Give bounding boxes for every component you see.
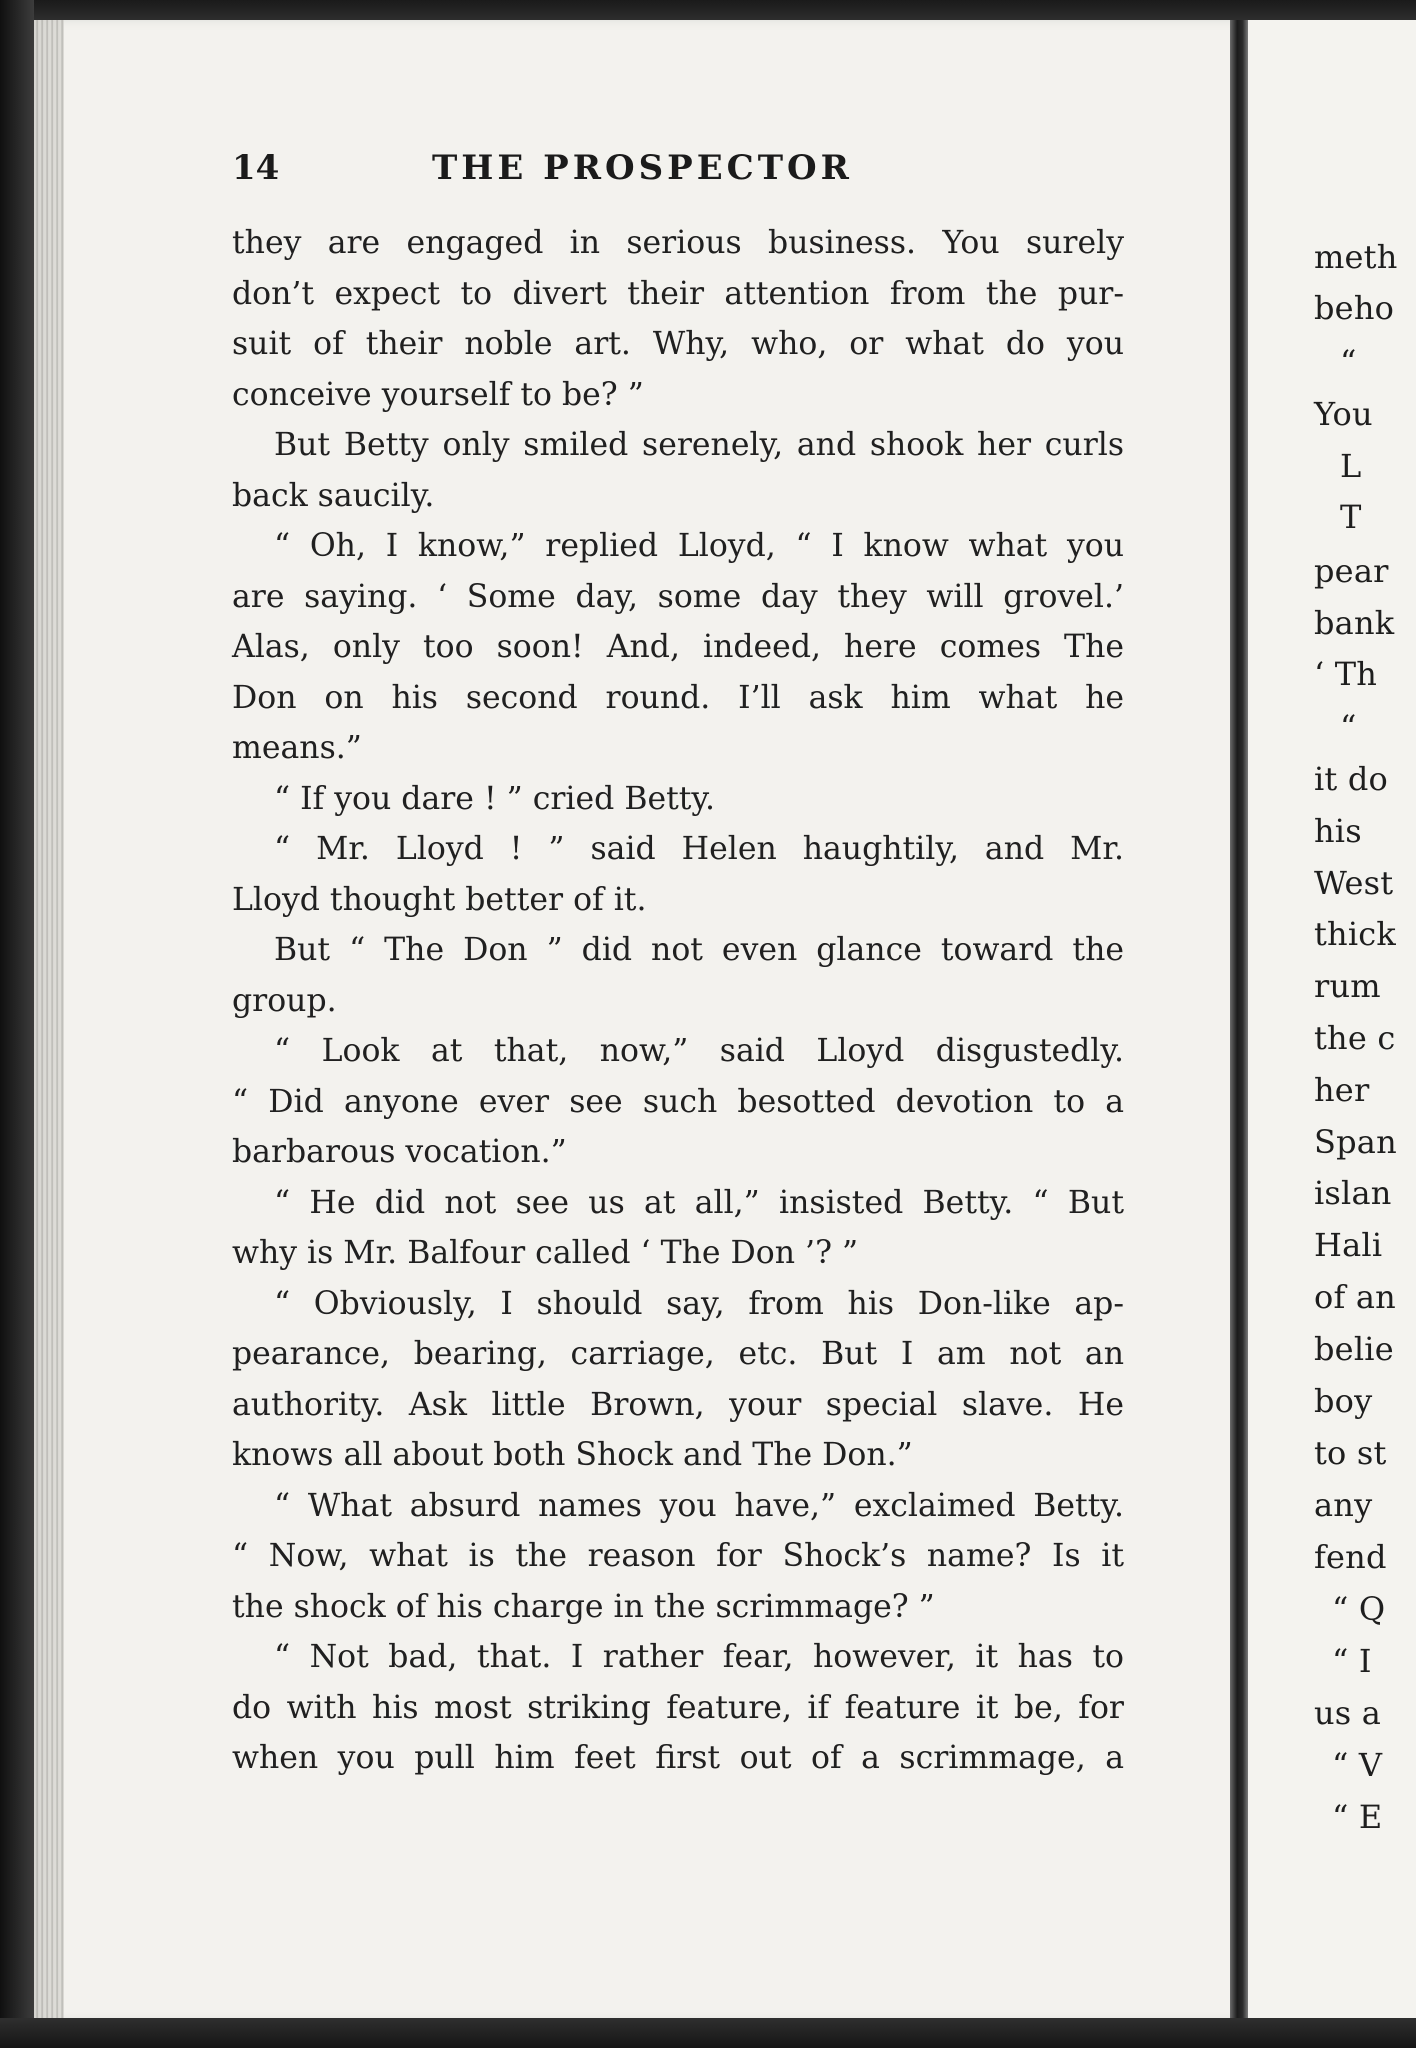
text-line: means.”: [232, 730, 362, 766]
facing-page-fragment: his: [1314, 812, 1362, 850]
text-line: “ Not bad, that. I rather fear, however, it has to: [274, 1639, 1124, 1675]
facing-page-fragment: You: [1314, 395, 1373, 433]
facing-page-fragment: of an: [1314, 1278, 1396, 1316]
facing-page-fragment: T: [1340, 498, 1362, 536]
text-line: conceive yourself to be? ”: [232, 376, 644, 413]
facing-page-fragment: beho: [1314, 289, 1395, 327]
body-text: [232, 218, 1124, 1784]
scan-frame-bottom: [0, 2018, 1416, 2048]
text-line: But “ The Don ” did not even glance toward the: [274, 932, 1124, 968]
text-line: Alas, only too soon! And, indeed, here comes The: [232, 629, 1124, 665]
facing-page-fragment: Span: [1314, 1123, 1397, 1161]
scan-frame-left: [0, 0, 34, 2048]
text-line: don’t expect to divert their attention from the pur-: [232, 275, 1124, 312]
text-line: pearance, bearing, carriage, etc. But I am not an: [232, 1336, 1124, 1372]
text-line: “ Did anyone ever see such besotted devotion to a: [232, 1083, 1124, 1120]
facing-page-fragment: belie: [1314, 1330, 1394, 1368]
right-page-partial: [1248, 20, 1416, 2020]
book-gutter: [1230, 20, 1248, 2020]
text-line: are saying. ‘ Some day, some day they will grovel.’: [232, 578, 1124, 615]
facing-page-fragment: L: [1340, 447, 1362, 485]
facing-page-fragment: “ I: [1332, 1642, 1372, 1680]
facing-page-fragment: us a: [1314, 1694, 1382, 1732]
text-line: the shock of his charge in the scrimmage? ”: [232, 1588, 935, 1625]
left-page: [34, 20, 1230, 2020]
text-line: Don on his second round. I’ll ask him what he: [232, 679, 1124, 716]
text-line: knows all about both Shock and The Don.”: [232, 1437, 913, 1473]
facing-page-fragment: thick: [1314, 915, 1397, 953]
facing-page-fragment: the c: [1314, 1019, 1396, 1057]
facing-page-fragment: “ V: [1332, 1746, 1383, 1784]
facing-page-fragment: ‘ Th: [1314, 655, 1378, 693]
facing-page-fragment: bank: [1314, 604, 1395, 642]
facing-page-fragment: “ Q: [1332, 1590, 1386, 1628]
facing-page-fragment: “ E: [1332, 1798, 1383, 1836]
running-title: THE PROSPECTOR: [432, 148, 853, 188]
facing-page-fragment: her: [1314, 1071, 1370, 1109]
facing-page-fragment: boy: [1314, 1382, 1373, 1420]
page-stack-edge: [34, 20, 64, 2020]
facing-page-fragment: rum: [1314, 967, 1381, 1005]
text-line: “ Now, what is the reason for Shock’s name? Is it: [232, 1538, 1124, 1574]
running-head: [232, 148, 932, 192]
text-line: But Betty only smiled serenely, and shook her curls: [274, 427, 1124, 463]
text-line: “ Mr. Lloyd ! ” said Helen haughtily, and Mr.: [274, 831, 1124, 867]
text-line: Lloyd thought better of it.: [232, 881, 647, 918]
text-line: group.: [232, 982, 337, 1019]
text-line: authority. Ask little Brown, your special slave. He: [232, 1386, 1124, 1423]
facing-page-fragment: “: [1340, 708, 1357, 746]
facing-page-fragment: fend: [1314, 1538, 1387, 1576]
scan-frame-top: [0, 0, 1416, 22]
facing-page-fragment: to st: [1314, 1434, 1387, 1472]
facing-page-fragment: it do: [1314, 760, 1389, 798]
text-line: do with his most striking feature, if feature it be, for: [232, 1689, 1124, 1726]
text-line: “ He did not see us at all,” insisted Betty. “ But: [274, 1184, 1124, 1221]
text-line: “ Look at that, now,” said Lloyd disgustedly.: [274, 1033, 1124, 1069]
facing-page-fragment: any: [1314, 1486, 1373, 1524]
text-line: “ Obviously, I should say, from his Don-like ap-: [274, 1285, 1124, 1322]
text-line: “ What absurd names you have,” exclaimed Betty.: [274, 1487, 1124, 1524]
facing-page-fragment: meth: [1314, 238, 1398, 276]
facing-page-fragment: pear: [1314, 552, 1389, 590]
text-line: barbarous vocation.”: [232, 1134, 567, 1170]
facing-page-fragment: islan: [1314, 1174, 1392, 1212]
text-line: “ Oh, I know,” replied Lloyd, “ I know what you: [274, 528, 1124, 564]
text-line: back saucily.: [232, 477, 435, 514]
text-line: when you pull him feet first out of a scrimmage, a: [232, 1740, 1124, 1776]
text-line: suit of their noble art. Why, who, or what do you: [232, 326, 1124, 362]
facing-page-fragment: Hali: [1314, 1226, 1383, 1264]
text-line: why is Mr. Balfour called ‘ The Don ’? ”: [232, 1235, 859, 1271]
page-number: 14: [232, 148, 280, 188]
facing-page-fragment: “: [1340, 343, 1357, 381]
text-line: “ If you dare ! ” cried Betty.: [274, 780, 716, 817]
text-line: they are engaged in serious business. You surely: [232, 225, 1124, 261]
facing-page-fragment: West: [1314, 864, 1394, 902]
